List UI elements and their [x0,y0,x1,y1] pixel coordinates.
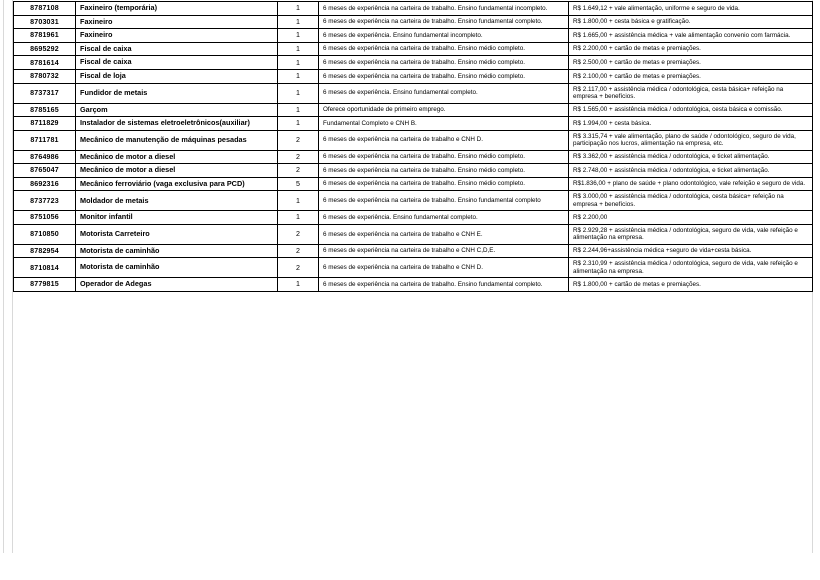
cell-job-title: Monitor infantil [76,211,278,225]
cell-requirements: 6 meses de experiência na carteira de trabalho. Ensino fundamental completo [319,191,569,211]
table-row[interactable] [14,70,813,84]
cell-vacancy-id: 8710850 [14,224,76,244]
cell-requirements: 6 meses de experiência. Ensino fundamental incompleto. [319,29,569,43]
cell-job-title: Mecânico ferroviário (vaga exclusiva para PCD) [76,177,278,191]
cell-vacancy-id: 8782954 [14,244,76,258]
cell-requirements: 6 meses de experiência na carteira de trabalho. Ensino fundamental completo. [319,15,569,29]
cell-requirements: Oferece oportunidade de primeiro emprego. [319,103,569,117]
cell-job-title: Moldador de metais [76,191,278,211]
table-row[interactable] [14,244,813,258]
cell-job-title: Fiscal de loja [76,70,278,84]
cell-salary-benefits: R$ 1.649,12 + vale alimentação, uniforme e seguro de vida. [569,2,813,16]
cell-vacancy-id: 8781961 [14,29,76,43]
cell-requirements: 6 meses de experiência na carteira de trabalho e CNH E. [319,224,569,244]
cell-salary-benefits: R$ 1.800,00 + cartão de metas e premiações. [569,278,813,292]
table-row[interactable] [14,164,813,178]
cell-requirements: 6 meses de experiência na carteira de trabalho. Ensino médio completo. [319,150,569,164]
cell-salary-benefits: R$ 2.117,00 + assistência médica / odontológica, cesta básica+ refeição na empresa + benefícios. [569,83,813,103]
cell-job-title: Operador de Adegas [76,278,278,292]
cell-vacancy-id: 8710814 [14,258,76,278]
cell-job-title: Instalador de sistemas eletroeletrônicos(auxiliar) [76,117,278,131]
table-row[interactable] [14,42,813,56]
cell-job-title: Fiscal de caixa [76,42,278,56]
cell-job-title: Motorista Carreteiro [76,224,278,244]
cell-salary-benefits: R$ 1.994,00 + cesta básica. [569,117,813,131]
cell-requirements: 6 meses de experiência na carteira de trabalho e CNH C,D,E. [319,244,569,258]
cell-requirements: Fundamental Completo e CNH B. [319,117,569,131]
cell-job-title: Mecânico de manutenção de máquinas pesadas [76,130,278,150]
cell-salary-benefits: R$ 3.315,74 + vale alimentação, plano de saúde / odontológico, seguro de vida, participação nos lucros, alimentação na empresa, etc. [569,130,813,150]
cell-salary-benefits: R$ 2.200,00 [569,211,813,225]
table-row[interactable] [14,150,813,164]
table-row[interactable] [14,103,813,117]
cell-vacancy-id: 8781614 [14,56,76,70]
table-row[interactable] [14,117,813,131]
cell-vacancy-id: 8737317 [14,83,76,103]
table-row[interactable] [14,177,813,191]
cell-requirements: 6 meses de experiência na carteira de trabalho. Ensino fundamental incompleto. [319,2,569,16]
cell-requirements: 6 meses de experiência na carteira de trabalho. Ensino médio completo. [319,56,569,70]
cell-vacancy-id: 8751056 [14,211,76,225]
cell-quantity: 2 [278,244,319,258]
cell-salary-benefits: R$ 2.244,96+assistência médica +seguro de vida+cesta básica. [569,244,813,258]
cell-quantity: 1 [278,70,319,84]
table-row[interactable] [14,130,813,150]
cell-salary-benefits: R$ 2.500,00 + cartão de metas e premiações. [569,56,813,70]
cell-job-title: Garçom [76,103,278,117]
cell-quantity: 1 [278,191,319,211]
cell-job-title: Fundidor de metais [76,83,278,103]
cell-requirements: 6 meses de experiência na carteira de trabalho e CNH D. [319,130,569,150]
cell-quantity: 1 [278,56,319,70]
cell-requirements: 6 meses de experiência. Ensino fundamental completo. [319,211,569,225]
table-row[interactable] [14,211,813,225]
cell-job-title: Motorista de caminhão [76,244,278,258]
cell-vacancy-id: 8780732 [14,70,76,84]
cell-quantity: 1 [278,278,319,292]
cell-job-title: Faxineiro [76,15,278,29]
cell-quantity: 1 [278,2,319,16]
cell-vacancy-id: 8711781 [14,130,76,150]
cell-quantity: 1 [278,42,319,56]
table-row[interactable] [14,83,813,103]
cell-job-title: Fiscal de caixa [76,56,278,70]
cell-requirements: 6 meses de experiência. Ensino fundamental completo. [319,83,569,103]
cell-job-title: Motorista de caminhão [76,258,278,278]
cell-vacancy-id: 8737723 [14,191,76,211]
cell-job-title: Mecânico de motor a diesel [76,150,278,164]
cell-vacancy-id: 8692316 [14,177,76,191]
cell-salary-benefits: R$ 2.200,00 + cartão de metas e premiações. [569,42,813,56]
table-row[interactable] [14,2,813,16]
table-row[interactable] [14,29,813,43]
cell-vacancy-id: 8695292 [14,42,76,56]
cell-quantity: 5 [278,177,319,191]
cell-vacancy-id: 8787108 [14,2,76,16]
table-row[interactable] [14,56,813,70]
cell-salary-benefits: R$ 2.100,00 + cartão de metas e premiações. [569,70,813,84]
cell-salary-benefits: R$1.836,00 + plano de saúde + plano odontológico, vale refeição e seguro de vida. [569,177,813,191]
cell-job-title: Mecânico de motor a diesel [76,164,278,178]
cell-vacancy-id: 8711829 [14,117,76,131]
table-row[interactable] [14,278,813,292]
cell-vacancy-id: 8765047 [14,164,76,178]
cell-salary-benefits: R$ 2.929,28 + assistência médica / odontológica, seguro de vida, vale refeição e alimentação na empresa. [569,224,813,244]
cell-quantity: 2 [278,150,319,164]
cell-requirements: 6 meses de experiência na carteira de trabalho. Ensino médio completo. [319,164,569,178]
cell-requirements: 6 meses de experiência na carteira de trabalho. Ensino médio completo. [319,42,569,56]
job-vacancies-table [13,1,813,292]
cell-salary-benefits: R$ 1.565,00 + assistência médica / odontológica, cesta básica e comissão. [569,103,813,117]
cell-salary-benefits: R$ 1.800,00 + cesta básica e gratificação. [569,15,813,29]
cell-quantity: 2 [278,258,319,278]
cell-quantity: 1 [278,15,319,29]
cell-requirements: 6 meses de experiência na carteira de trabalho. Ensino fundamental completo. [319,278,569,292]
cell-salary-benefits: R$ 3.362,00 + assistência médica / odontológica, e ticket alimentação. [569,150,813,164]
cell-vacancy-id: 8764986 [14,150,76,164]
cell-salary-benefits: R$ 2.748,00 + assistência médica / odontológica, e ticket alimentação. [569,164,813,178]
cell-quantity: 1 [278,117,319,131]
cell-requirements: 6 meses de experiência na carteira de trabalho. Ensino médio completo. [319,177,569,191]
cell-job-title: Faxineiro [76,29,278,43]
cell-quantity: 2 [278,164,319,178]
cell-vacancy-id: 8779815 [14,278,76,292]
cell-requirements: 6 meses de experiência na carteira de trabalho e CNH D. [319,258,569,278]
cell-quantity: 2 [278,224,319,244]
cell-salary-benefits: R$ 1.665,00 + assistência médica + vale alimentação convenio com farmácia. [569,29,813,43]
cell-quantity: 2 [278,130,319,150]
cell-vacancy-id: 8703031 [14,15,76,29]
table-row[interactable] [14,15,813,29]
cell-vacancy-id: 8785165 [14,103,76,117]
table-row[interactable] [14,258,813,278]
cell-requirements: 6 meses de experiência na carteira de trabalho. Ensino médio completo. [319,70,569,84]
table-body [14,2,813,292]
cell-quantity: 1 [278,211,319,225]
cell-quantity: 1 [278,103,319,117]
gridline-left-outer [3,0,4,553]
cell-quantity: 1 [278,83,319,103]
table-row[interactable] [14,224,813,244]
cell-job-title: Faxineiro (temporária) [76,2,278,16]
cell-quantity: 1 [278,29,319,43]
cell-salary-benefits: R$ 3.000,00 + assistência médica / odontológica, cesta básica+ refeição na empresa + benefícios. [569,191,813,211]
cell-salary-benefits: R$ 2.310,99 + assistência médica / odontológica, seguro de vida, vale refeição e alimentação na empresa. [569,258,813,278]
table-row[interactable] [14,191,813,211]
